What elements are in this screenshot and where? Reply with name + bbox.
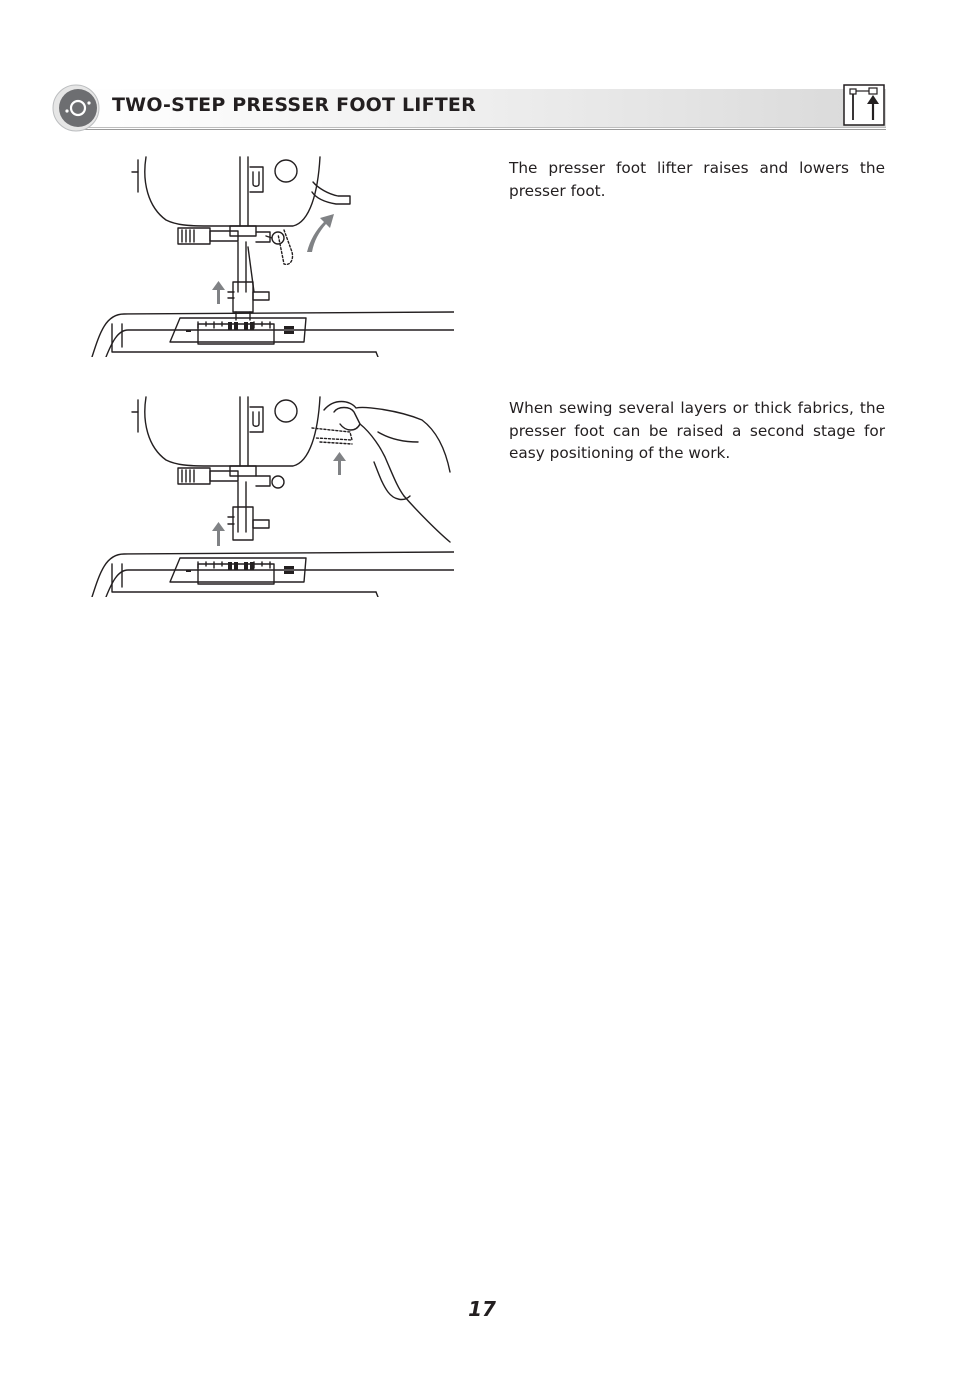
- description-text: The presser foot lifter raises and lowers the presser foot.: [509, 159, 885, 200]
- presser-foot-badge-icon: [52, 84, 100, 132]
- header-underline: [82, 129, 886, 130]
- section-header: [52, 84, 885, 130]
- presser-foot-raised-illustration: [88, 152, 454, 357]
- page-number: 17: [468, 1297, 496, 1321]
- presser-foot-second-stage-illustration: [88, 392, 454, 597]
- page-title: TWO-STEP PRESSER FOOT LIFTER: [112, 94, 476, 116]
- description-text: When sewing several layers or thick fabrics, the presser foot can be raised a second stage for easy positioning of the work.: [509, 399, 885, 462]
- needle-up-icon: [843, 84, 885, 126]
